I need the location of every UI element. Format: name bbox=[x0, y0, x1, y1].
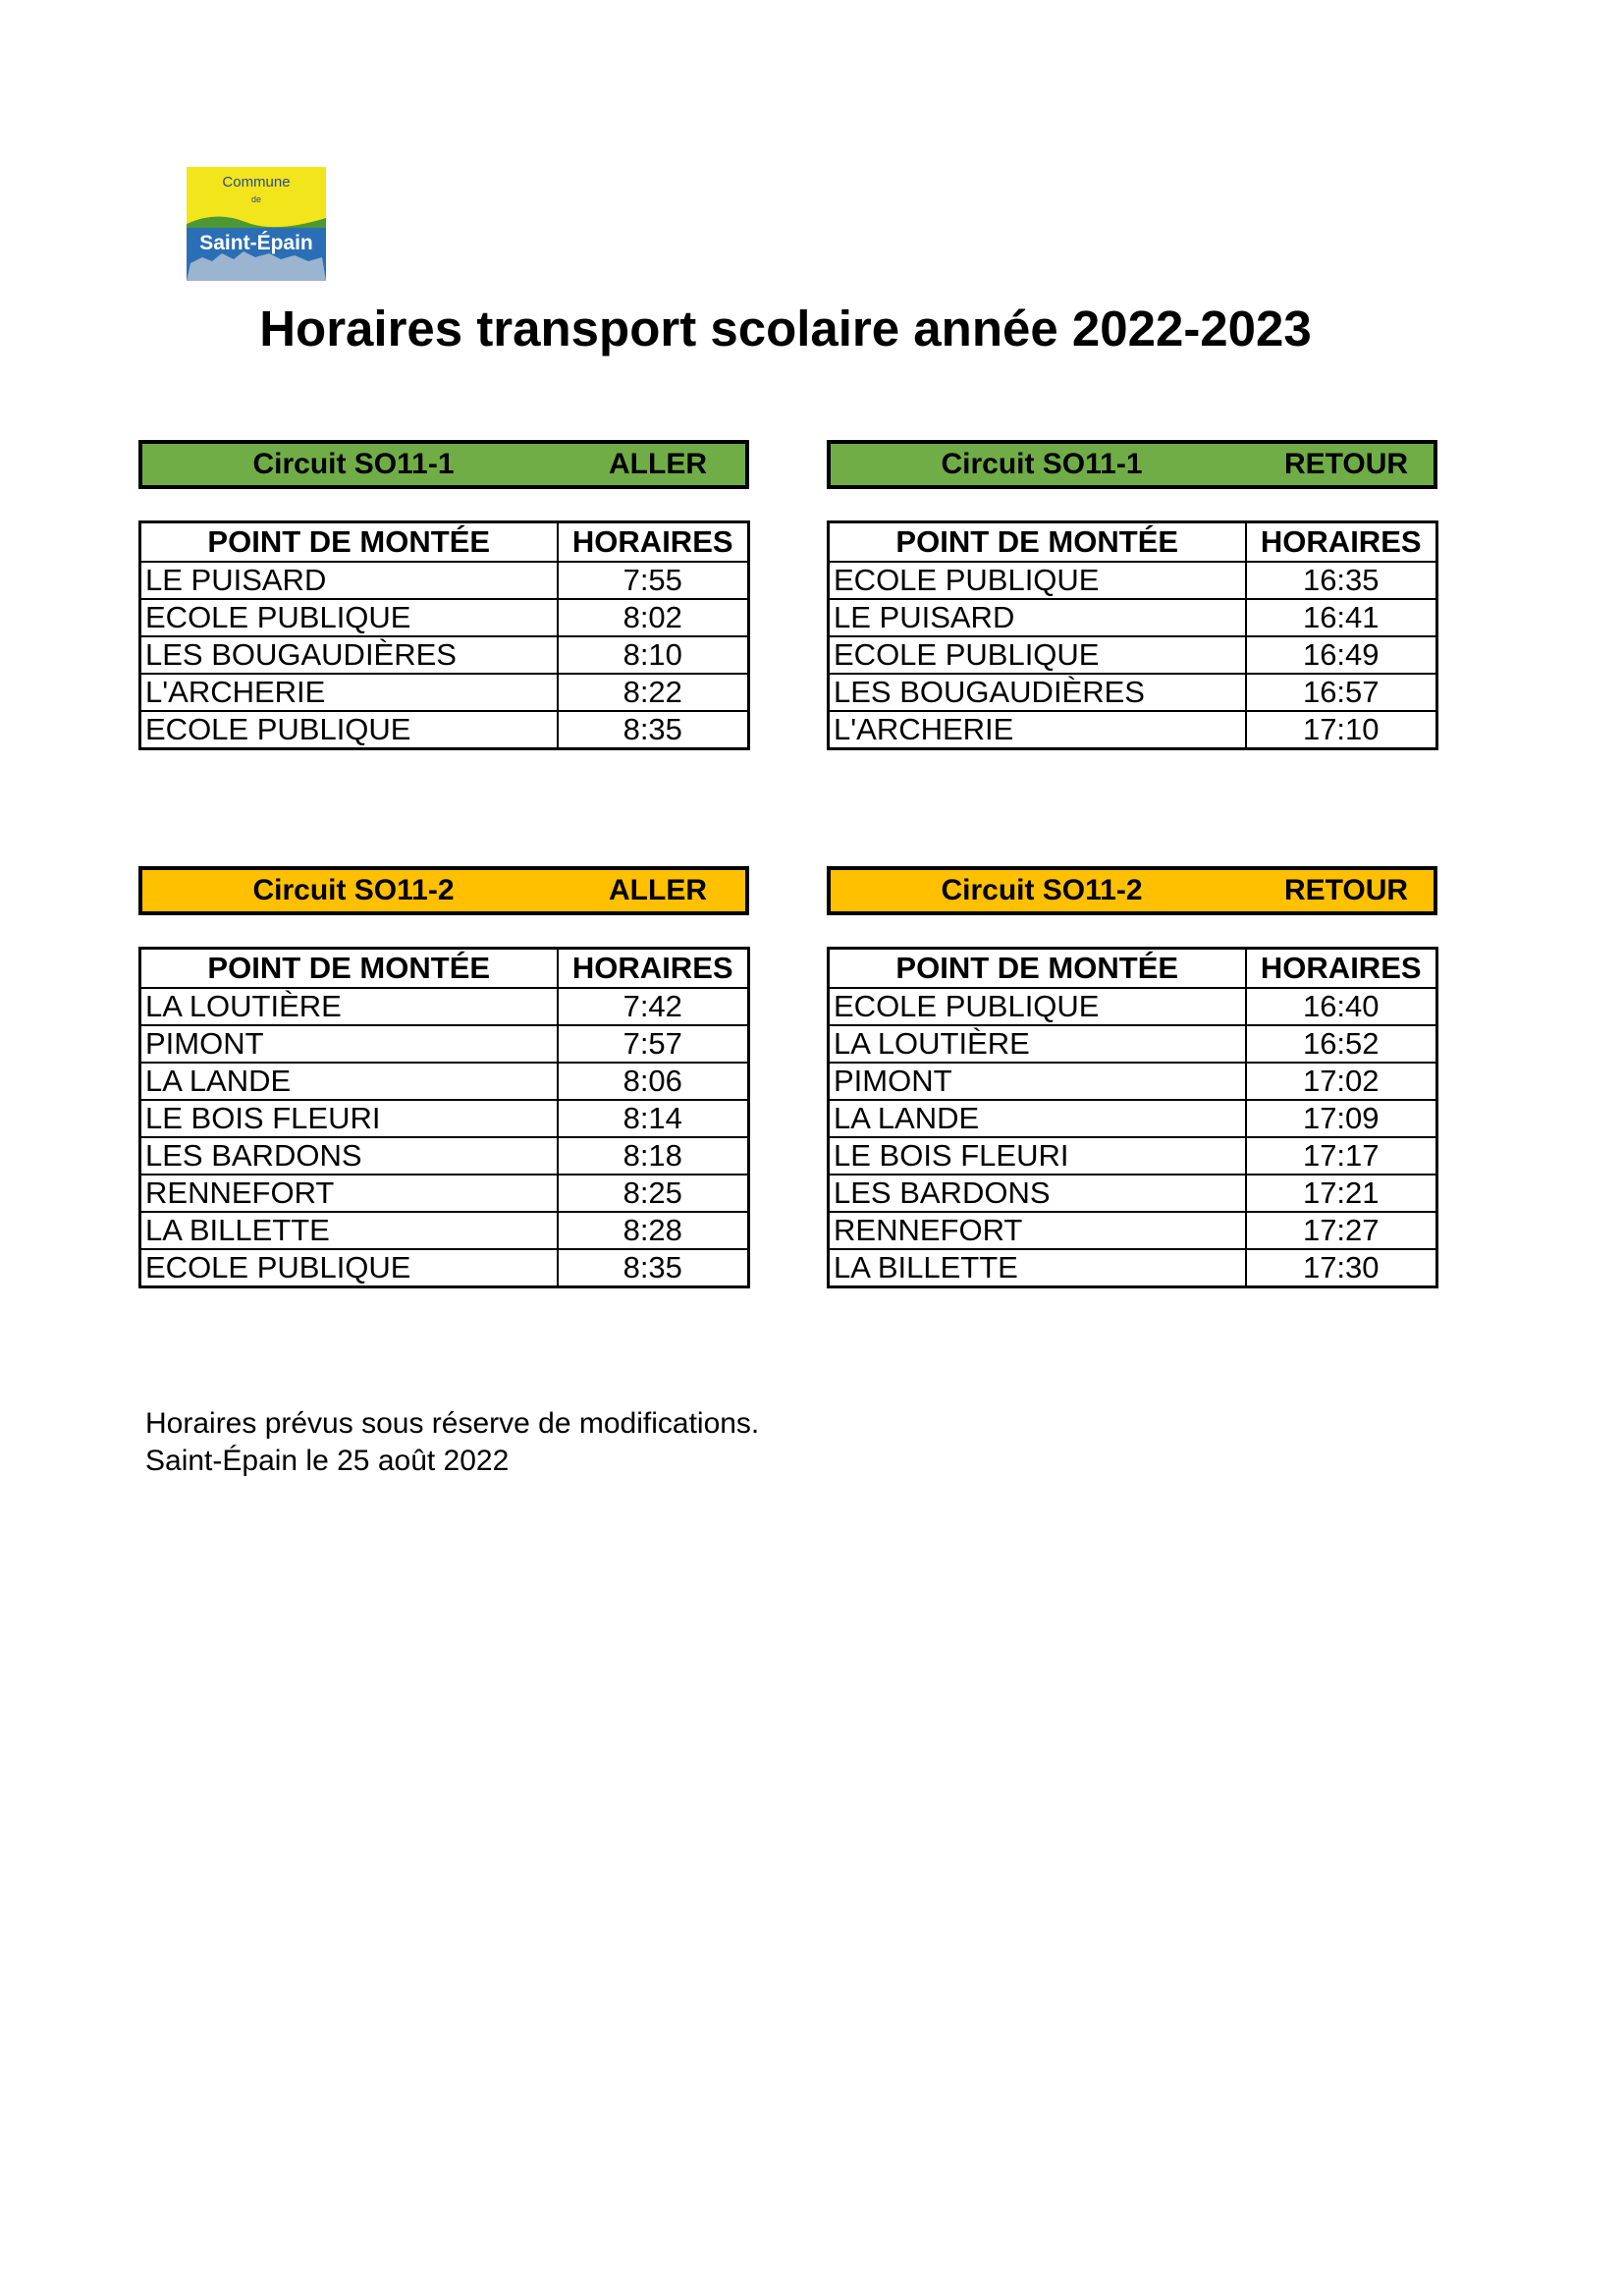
time-cell: 7:42 bbox=[558, 988, 749, 1025]
column-header-time: HORAIRES bbox=[1246, 522, 1437, 563]
column-header-stop: POINT DE MONTÉE bbox=[829, 522, 1246, 563]
table-row bbox=[829, 1249, 1437, 1287]
stop-cell: ECOLE PUBLIQUE bbox=[829, 988, 1246, 1025]
time-cell: 17:30 bbox=[1246, 1249, 1437, 1287]
time-cell: 16:35 bbox=[1246, 562, 1437, 599]
circuit-direction: RETOUR bbox=[1283, 874, 1409, 906]
time-cell: 16:41 bbox=[1246, 599, 1437, 636]
stop-cell: LES BARDONS bbox=[140, 1137, 558, 1175]
time-cell: 8:10 bbox=[558, 636, 749, 674]
stop-cell: ECOLE PUBLIQUE bbox=[140, 711, 558, 749]
time-cell: 8:02 bbox=[558, 599, 749, 636]
time-cell: 17:27 bbox=[1246, 1212, 1437, 1249]
time-cell: 17:09 bbox=[1246, 1100, 1437, 1137]
time-cell: 16:40 bbox=[1246, 988, 1437, 1025]
table-row bbox=[140, 636, 749, 674]
page-title: Horaires transport scolaire année 2022-2023 bbox=[259, 301, 1312, 356]
table-row bbox=[140, 1025, 749, 1063]
table-header-row bbox=[829, 522, 1437, 563]
table-row bbox=[829, 1175, 1437, 1212]
time-cell: 17:10 bbox=[1246, 711, 1437, 749]
table-row bbox=[829, 1212, 1437, 1249]
stop-cell: L'ARCHERIE bbox=[829, 711, 1246, 749]
table-row bbox=[829, 674, 1437, 711]
table-row bbox=[829, 1137, 1437, 1175]
stop-cell: ECOLE PUBLIQUE bbox=[140, 1249, 558, 1287]
circuit-name: Circuit SO11-1 bbox=[941, 448, 1143, 480]
stop-cell: LA BILLETTE bbox=[140, 1212, 558, 1249]
table-header-row bbox=[140, 522, 749, 563]
time-cell: 8:35 bbox=[558, 711, 749, 749]
circuit-header-so11-1-aller bbox=[138, 440, 749, 489]
table-row bbox=[140, 1175, 749, 1212]
schedule-table-so11-1-aller bbox=[138, 520, 750, 750]
time-cell: 8:35 bbox=[558, 1249, 749, 1287]
circuit-direction: ALLER bbox=[609, 874, 707, 906]
schedule-table-so11-2-aller bbox=[138, 947, 750, 1288]
circuit-direction: RETOUR bbox=[1283, 448, 1409, 480]
time-cell: 17:17 bbox=[1246, 1137, 1437, 1175]
time-cell: 7:55 bbox=[558, 562, 749, 599]
stop-cell: RENNEFORT bbox=[140, 1175, 558, 1212]
stop-cell: LA LANDE bbox=[140, 1063, 558, 1100]
table-row bbox=[140, 1212, 749, 1249]
table-row bbox=[829, 562, 1437, 599]
time-cell: 8:25 bbox=[558, 1175, 749, 1212]
stop-cell: LES BARDONS bbox=[829, 1175, 1246, 1212]
time-cell: 8:28 bbox=[558, 1212, 749, 1249]
time-cell: 17:02 bbox=[1246, 1063, 1437, 1100]
stop-cell: LE BOIS FLEURI bbox=[829, 1137, 1246, 1175]
table-row bbox=[140, 599, 749, 636]
time-cell: 8:18 bbox=[558, 1137, 749, 1175]
time-cell: 7:57 bbox=[558, 1025, 749, 1063]
stop-cell: PIMONT bbox=[140, 1025, 558, 1063]
time-cell: 8:06 bbox=[558, 1063, 749, 1100]
stop-cell: ECOLE PUBLIQUE bbox=[829, 636, 1246, 674]
table-header-row bbox=[140, 949, 749, 989]
stop-cell: L'ARCHERIE bbox=[140, 674, 558, 711]
table-row bbox=[829, 1100, 1437, 1137]
stop-cell: LA LANDE bbox=[829, 1100, 1246, 1137]
table-row bbox=[829, 1025, 1437, 1063]
stop-cell: LE BOIS FLEURI bbox=[140, 1100, 558, 1137]
circuit-header-so11-2-retour bbox=[827, 866, 1437, 915]
time-cell: 17:21 bbox=[1246, 1175, 1437, 1212]
table-row bbox=[829, 599, 1437, 636]
table-row bbox=[140, 1063, 749, 1100]
time-cell: 16:52 bbox=[1246, 1025, 1437, 1063]
stop-cell: LA BILLETTE bbox=[829, 1249, 1246, 1287]
circuit-name: Circuit SO11-2 bbox=[941, 874, 1143, 906]
table-row bbox=[140, 674, 749, 711]
column-header-time: HORAIRES bbox=[558, 522, 749, 563]
stop-cell: ECOLE PUBLIQUE bbox=[140, 599, 558, 636]
table-row bbox=[140, 711, 749, 749]
column-header-time: HORAIRES bbox=[1246, 949, 1437, 989]
time-cell: 8:14 bbox=[558, 1100, 749, 1137]
column-header-time: HORAIRES bbox=[558, 949, 749, 989]
stop-cell: ECOLE PUBLIQUE bbox=[829, 562, 1246, 599]
stop-cell: LE PUISARD bbox=[140, 562, 558, 599]
table-row bbox=[140, 1137, 749, 1175]
stop-cell: RENNEFORT bbox=[829, 1212, 1246, 1249]
circuit-name: Circuit SO11-1 bbox=[252, 448, 455, 480]
stop-cell: LES BOUGAUDIÈRES bbox=[829, 674, 1246, 711]
circuit-name: Circuit SO11-2 bbox=[252, 874, 455, 906]
column-header-stop: POINT DE MONTÉE bbox=[140, 522, 558, 563]
circuit-direction: ALLER bbox=[609, 448, 707, 480]
date-note: Saint-Épain le 25 août 2022 bbox=[145, 1445, 510, 1477]
table-row bbox=[829, 1063, 1437, 1100]
stop-cell: LE PUISARD bbox=[829, 599, 1246, 636]
table-row bbox=[829, 988, 1437, 1025]
table-header-row bbox=[829, 949, 1437, 989]
time-cell: 16:57 bbox=[1246, 674, 1437, 711]
circuit-header-so11-1-retour bbox=[827, 440, 1437, 489]
column-header-stop: POINT DE MONTÉE bbox=[829, 949, 1246, 989]
stop-cell: PIMONT bbox=[829, 1063, 1246, 1100]
schedule-table-so11-1-retour bbox=[827, 520, 1438, 750]
table-row bbox=[140, 562, 749, 599]
schedule-table-so11-2-retour bbox=[827, 947, 1438, 1288]
table-row bbox=[140, 1100, 749, 1137]
time-cell: 8:22 bbox=[558, 674, 749, 711]
logo-line2: de bbox=[250, 194, 262, 204]
circuit-header-so11-2-aller bbox=[138, 866, 749, 915]
column-header-stop: POINT DE MONTÉE bbox=[140, 949, 558, 989]
table-row bbox=[829, 711, 1437, 749]
logo-line1: Commune bbox=[222, 174, 291, 191]
stop-cell: LA LOUTIÈRE bbox=[829, 1025, 1246, 1063]
logo-line3: Saint-Épain bbox=[199, 232, 313, 254]
disclaimer-note: Horaires prévus sous réserve de modifications. bbox=[145, 1407, 760, 1440]
time-cell: 16:49 bbox=[1246, 636, 1437, 674]
commune-logo bbox=[187, 167, 326, 281]
table-row bbox=[140, 1249, 749, 1287]
table-row bbox=[140, 988, 749, 1025]
stop-cell: LA LOUTIÈRE bbox=[140, 988, 558, 1025]
table-row bbox=[829, 636, 1437, 674]
stop-cell: LES BOUGAUDIÈRES bbox=[140, 636, 558, 674]
